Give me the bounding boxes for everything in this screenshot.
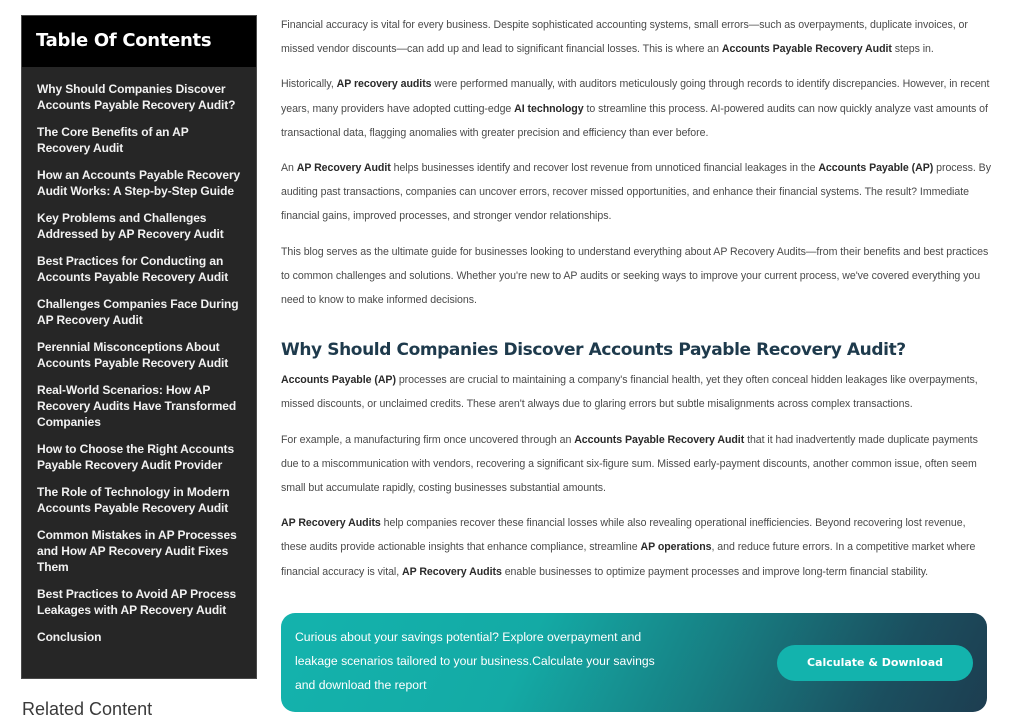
toc-link-how-it-works[interactable]: How an Accounts Payable Recovery Audit Works: A Step-by-Step Guide <box>37 168 241 198</box>
intro-paragraph-3: An AP Recovery Audit helps businesses identify and recover lost revenue from unnoticed financial leakages in the Accounts Payable (AP) process. By auditing past transactions, companies can uncover errors, recover missed opportunities, and enhance their financial systems. The result? Immediate financial gains, improved processes, and stronger vendor relationships. <box>281 162 991 223</box>
calculate-download-button[interactable]: Calculate & Download <box>777 645 973 681</box>
toc-link-why-discover[interactable]: Why Should Companies Discover Accounts Payable Recovery Audit? <box>37 82 236 112</box>
toc-list <box>22 67 256 645</box>
toc-link-role-of-technology[interactable]: The Role of Technology in Modern Accounts Payable Recovery Audit <box>37 485 230 515</box>
savings-cta-banner <box>281 613 987 712</box>
toc-link-avoid-leakages[interactable]: Best Practices to Avoid AP Process Leakages with AP Recovery Audit <box>37 587 237 617</box>
toc-link-real-world-scenarios[interactable]: Real-World Scenarios: How AP Recovery Audits Have Transformed Companies <box>37 383 237 429</box>
toc-link-conclusion[interactable]: Conclusion <box>37 630 102 644</box>
intro-paragraph-1: Financial accuracy is vital for every business. Despite sophisticated accounting systems, small errors—such as overpayments, duplicate invoices, or missed vendor discounts—can add up and lead to significant financial losses. This is where an Accounts Payable Recovery Audit steps in. <box>281 19 968 56</box>
toc-link-choose-provider[interactable]: How to Choose the Right Accounts Payable Recovery Audit Provider <box>37 442 235 472</box>
related-content-heading: Related Content <box>22 699 153 719</box>
toc-link-best-practices-conducting[interactable]: Best Practices for Conducting an Accounts Payable Recovery Audit <box>37 254 229 284</box>
article-body <box>281 13 991 595</box>
section-paragraph-3: AP Recovery Audits help companies recover these financial losses while also revealing operational inefficiencies. Beyond recovering lost revenue, these audits provide actionable insights that enhance compliance, streamline AP operations, and reduce future errors. In a competitive market where financial accuracy is vital, AP Recovery Audits enable businesses to optimize payment processes and improve long-term financial stability. <box>281 517 976 578</box>
section-paragraph-1: Accounts Payable (AP) processes are crucial to maintaining a company's financial health, yet they often conceal hidden leakages like overpayments, missed discounts, or unclaimed credits. These aren't always due to glaring errors but subtle misalignments across complex transactions. <box>281 374 978 411</box>
cta-text: Curious about your savings potential? Explore overpayment and leakage scenarios tailored to your business.Calculate your savings and download the report <box>295 630 655 692</box>
intro-paragraph-4: This blog serves as the ultimate guide for businesses looking to understand everything about AP Recovery Audits—from their benefits and best practices to common challenges and solutions. Whether you're new to AP audits or seeking ways to improve your current process, we've covered everything you need to know to make informed decisions. <box>281 245 989 307</box>
toc-header <box>22 16 256 67</box>
intro-paragraph-2: Historically, AP recovery audits were performed manually, with auditors meticulously going through records to identify discrepancies. However, in recent years, many providers have adopted cutting-edge AI technology to streamline this process. AI-powered audits can now quickly analyze vast amounts of transactional data, flagging anomalies with greater precision and efficiency than ever before. <box>281 78 990 139</box>
toc-link-challenges[interactable]: Challenges Companies Face During AP Recovery Audit <box>37 297 239 327</box>
toc-link-common-mistakes[interactable]: Common Mistakes in AP Processes and How AP Recovery Audit Fixes Them <box>37 528 237 574</box>
section-heading: Why Should Companies Discover Accounts Payable Recovery Audit? <box>281 340 906 361</box>
toc-link-core-benefits[interactable]: The Core Benefits of an AP Recovery Audit <box>37 125 189 155</box>
toc-link-key-problems[interactable]: Key Problems and Challenges Addressed by AP Recovery Audit <box>37 211 224 241</box>
toc-title: Table Of Contents <box>36 30 212 51</box>
toc-link-misconceptions[interactable]: Perennial Misconceptions About Accounts Payable Recovery Audit <box>37 340 229 370</box>
table-of-contents <box>21 15 257 679</box>
section-paragraph-2: For example, a manufacturing firm once uncovered through an Accounts Payable Recovery Audit that it had inadvertently made duplicate payments due to a miscommunication with vendors, recovering a significant six-figure sum. Missed early-payment discounts, another common issue, often seem small but accumulate rapidly, costing businesses substantial amounts. <box>281 433 978 495</box>
